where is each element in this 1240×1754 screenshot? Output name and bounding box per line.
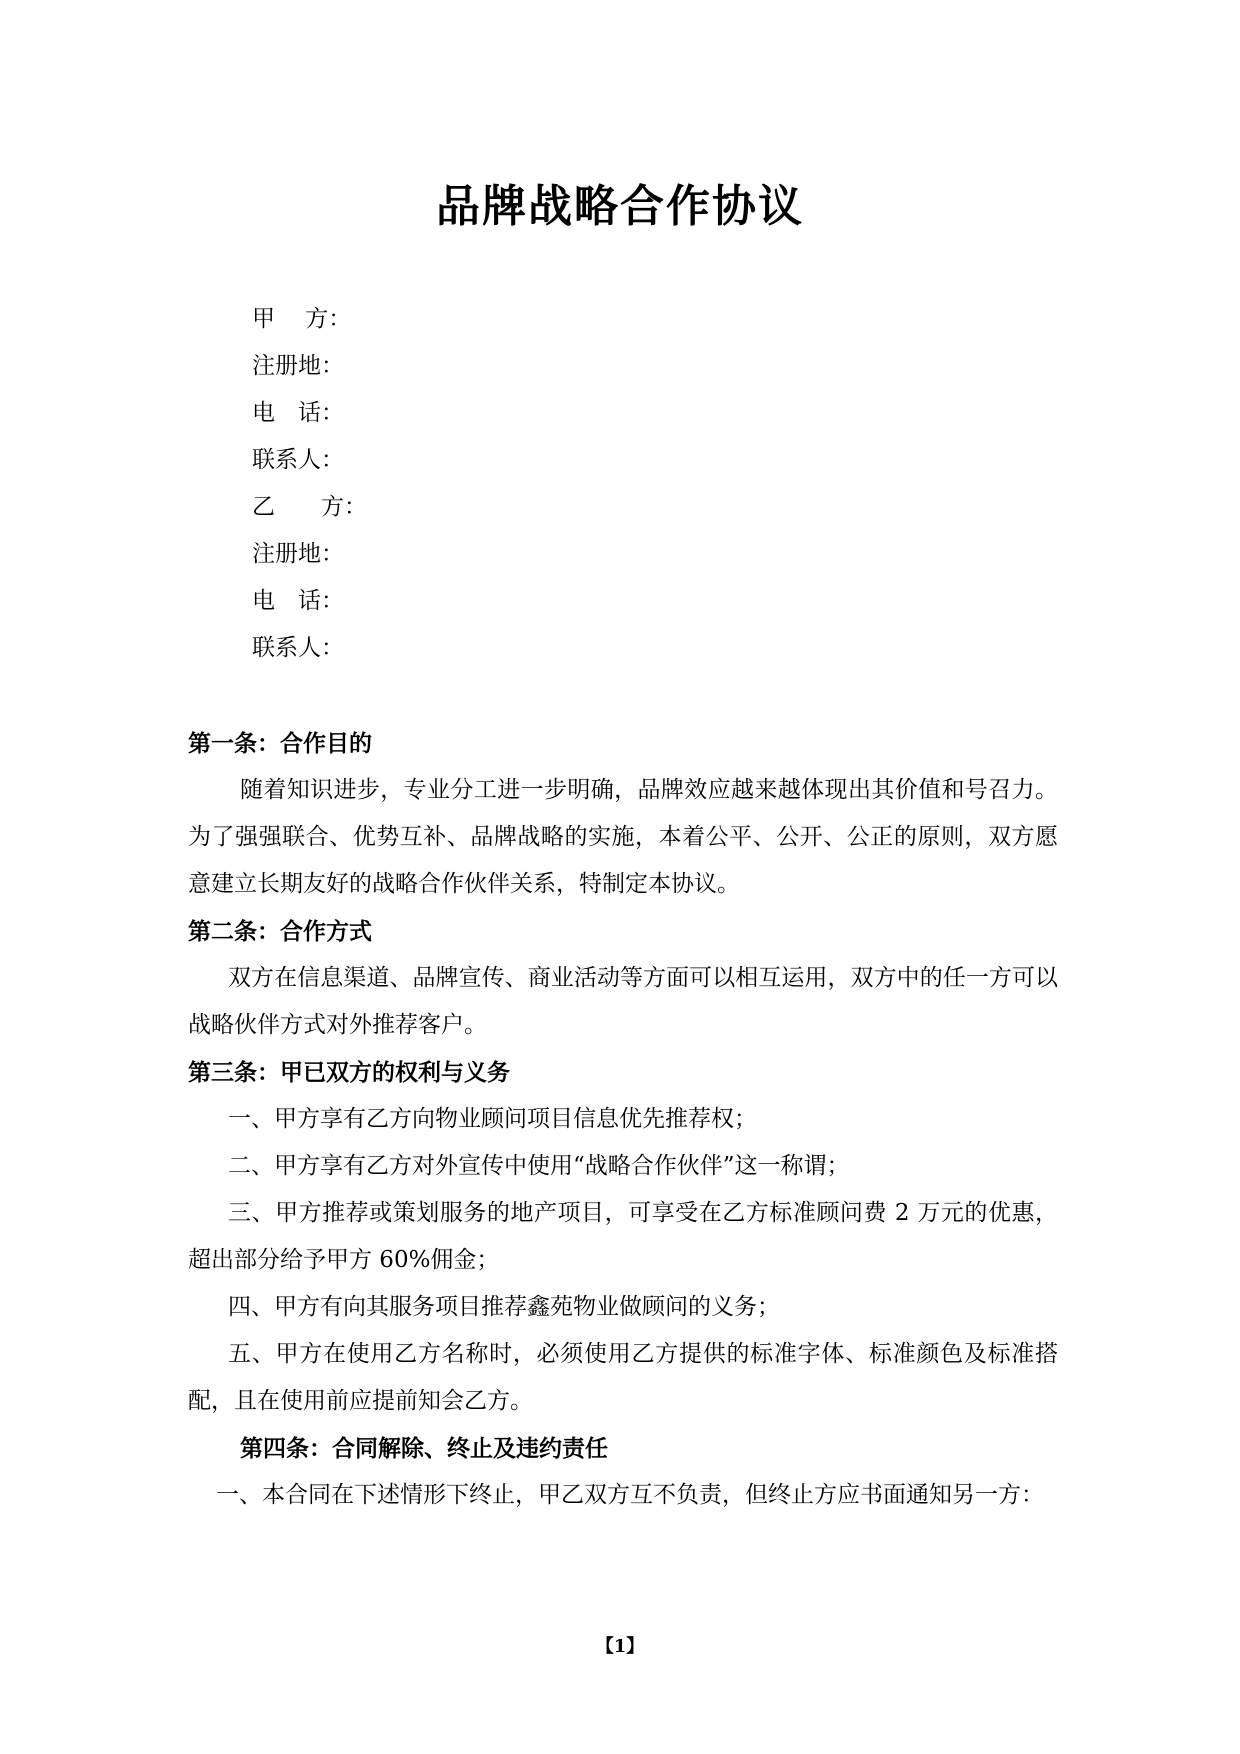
article-3-item-3: 三、甲方推荐或策划服务的地产项目，可享受在乙方标准顾问费 2 万元的优惠，超出部分给予甲方 60%佣金； [188, 1200, 1058, 1273]
party-b-label: 乙 方： [252, 494, 367, 520]
article-1-heading: 第一条：合作目的 [188, 730, 372, 757]
article-1-body: 随着知识进步，专业分工进一步明确，品牌效应越来越体现出其价值和号召力。为了强强联合、优势互补、品牌战略的实施，本着公平、公开、公正的原则，双方愿意建立长期友好的战略合作伙伴关系，特制定本协议。 [188, 777, 1058, 897]
article-3-item-1: 一、甲方享有乙方向物业顾问项目信息优先推荐权； [228, 1106, 757, 1132]
article-3-item-4: 四、甲方有向其服务项目推荐鑫苑物业做顾问的义务； [228, 1294, 780, 1320]
party-b-address-label: 注册地： [252, 541, 344, 567]
article-2-heading: 第二条：合作方式 [188, 918, 372, 945]
document-title: 品牌战略合作协议 [436, 181, 804, 232]
party-b-contact-label: 联系人： [252, 635, 344, 661]
article-3-item-2: 二、甲方享有乙方对外宣传中使用“战略合作伙伴”这一称谓； [228, 1153, 850, 1179]
article-4-heading: 第四条：合同解除、终止及违约责任 [240, 1435, 608, 1462]
article-2-body: 双方在信息渠道、品牌宣传、商业活动等方面可以相互运用，双方中的任一方可以战略伙伴方式对外推荐客户。 [188, 965, 1058, 1038]
article-3-item-5: 五、甲方在使用乙方名称时，必须使用乙方提供的标准字体、标准颜色及标准搭配，且在使用前应提前知会乙方。 [188, 1341, 1058, 1414]
page-number: 【1】 [595, 1636, 645, 1657]
party-a-label: 甲 方： [252, 306, 352, 332]
party-a-phone-label: 电 话： [252, 400, 344, 426]
article-3-heading: 第三条：甲已双方的权利与义务 [188, 1059, 510, 1086]
party-b-phone-label: 电 话： [252, 588, 344, 614]
party-a-contact-label: 联系人： [252, 447, 344, 473]
contract-body [188, 720, 1058, 1519]
party-a-address-label: 注册地： [252, 353, 344, 379]
article-4-item-1: 一、本合同在下述情形下终止，甲乙双方互不负责，但终止方应书面通知另一方： [216, 1482, 1044, 1508]
parties-block [252, 296, 952, 672]
